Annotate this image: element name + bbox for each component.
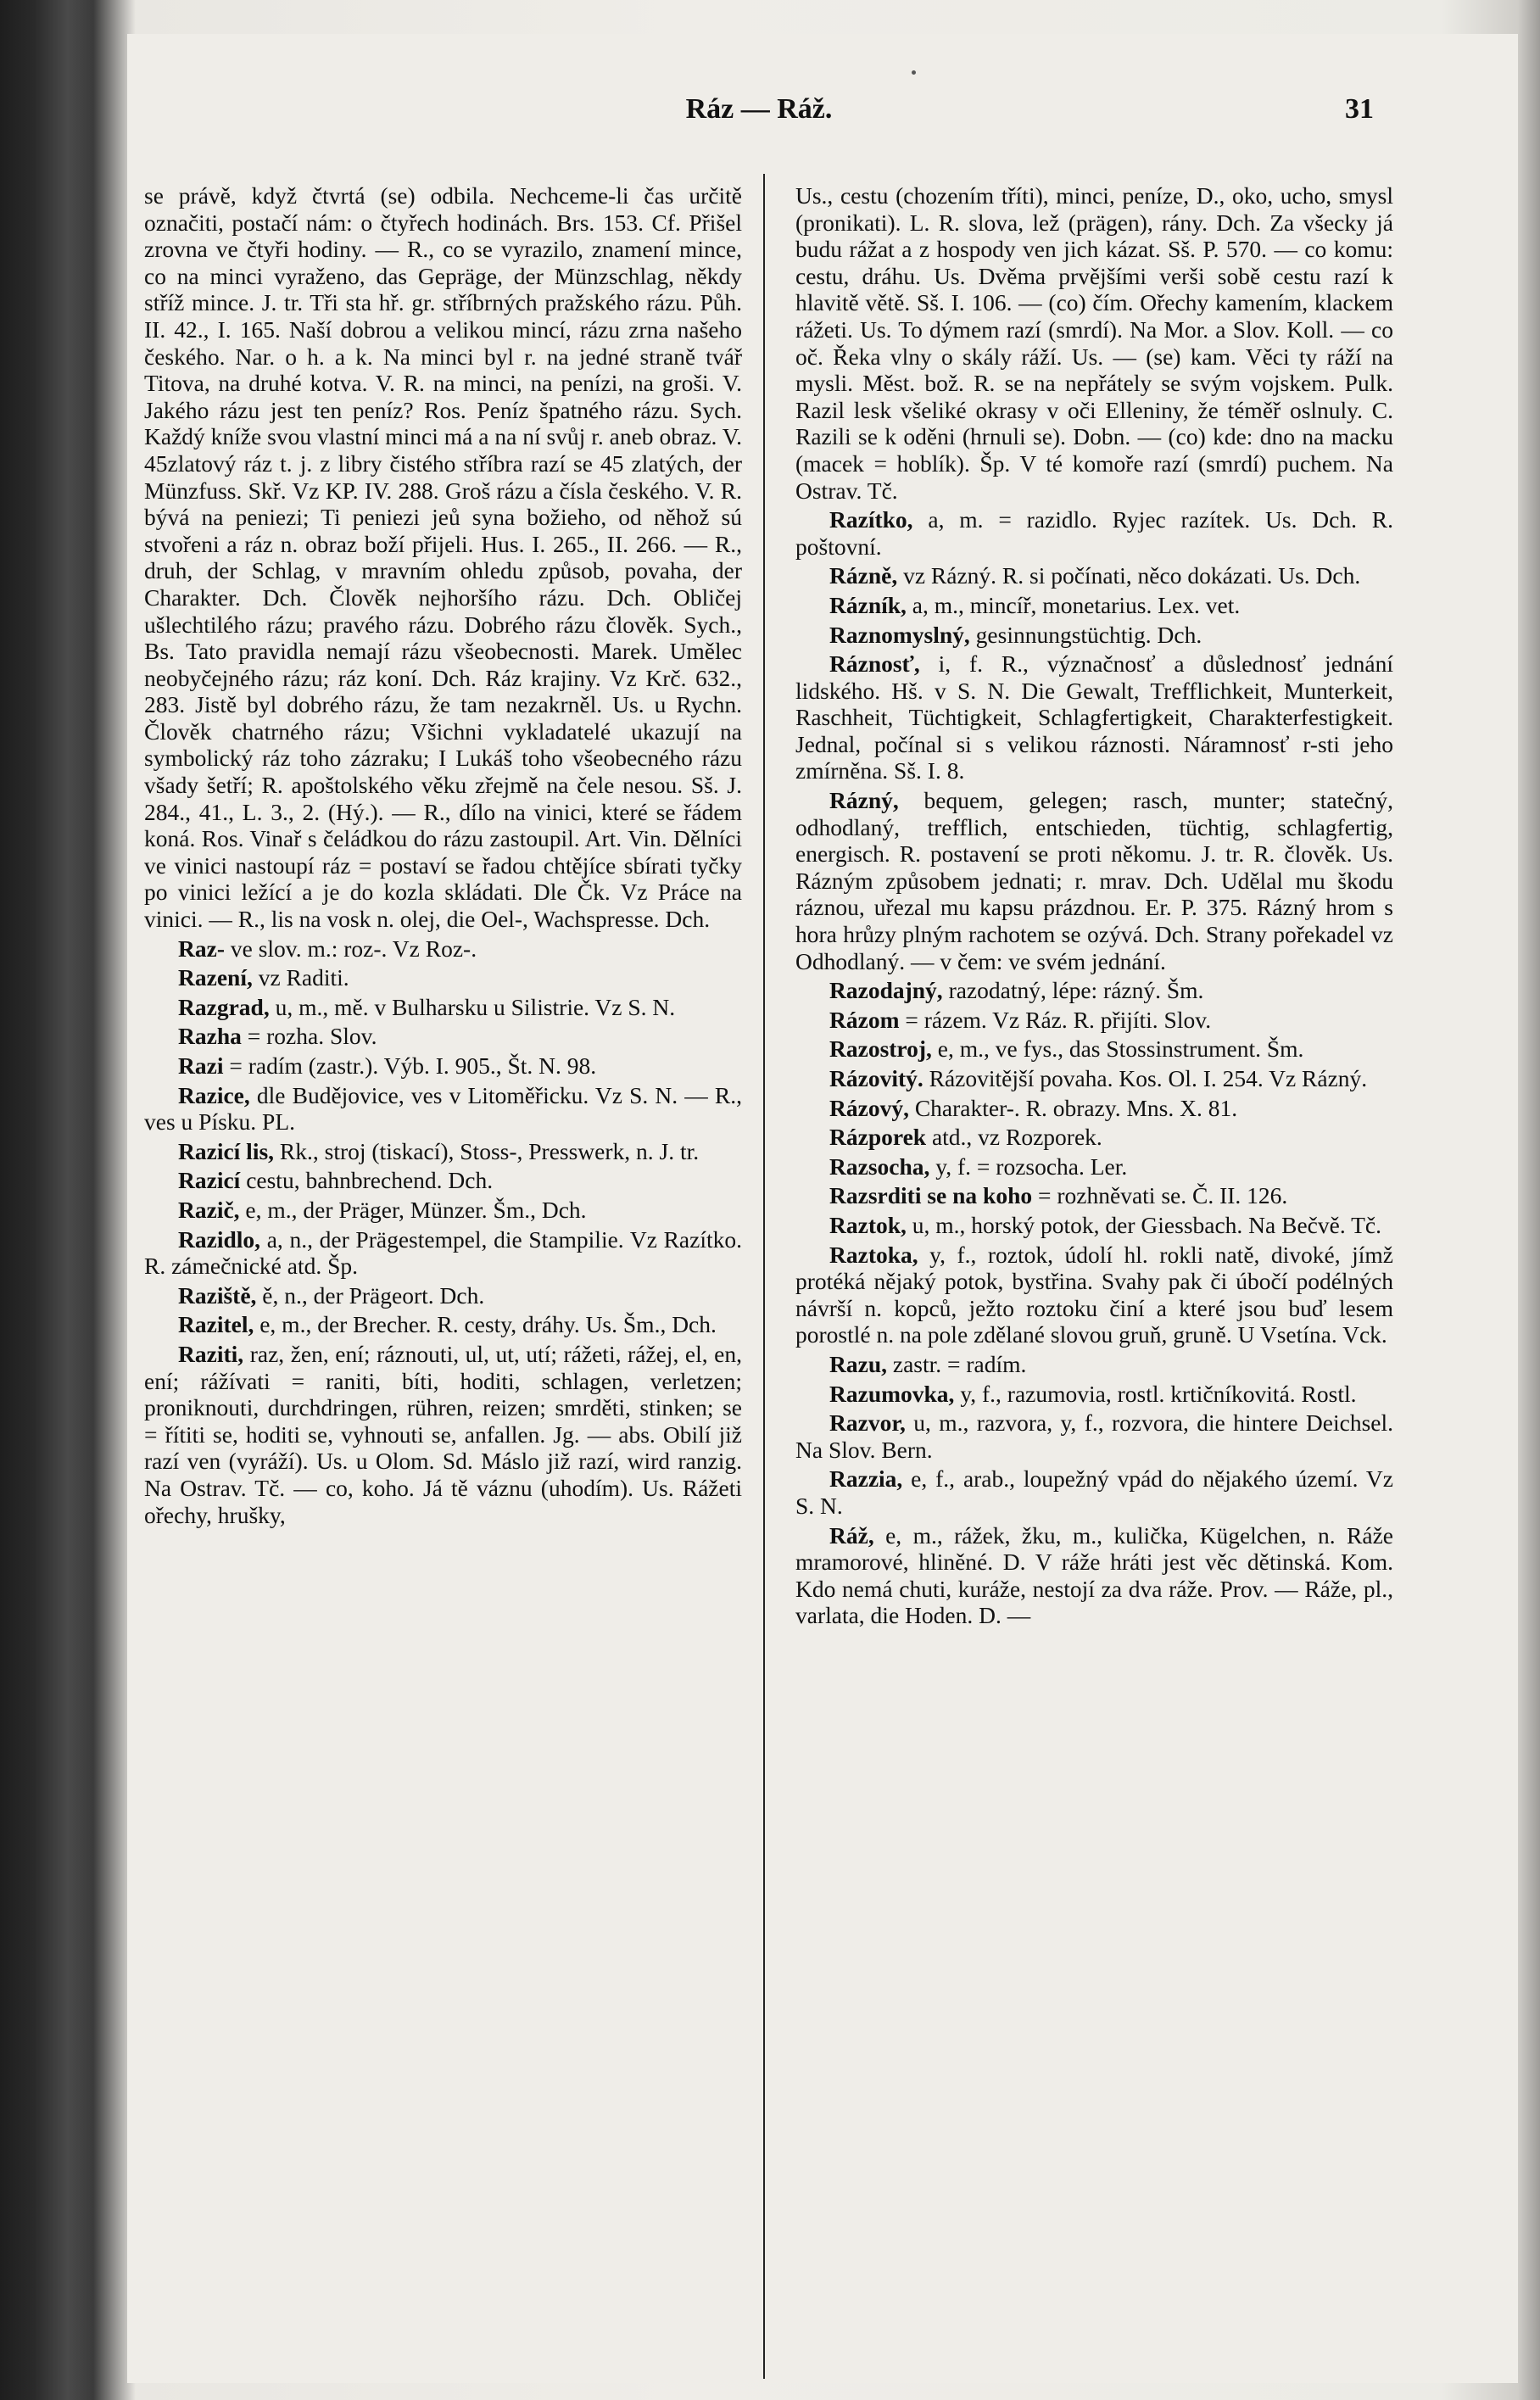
dictionary-entry: [795, 1381, 1393, 1408]
dictionary-entry: [795, 1212, 1393, 1239]
entry-text: u, m., horský potok, der Giessbach. Na Bečvě. Tč.: [906, 1211, 1381, 1238]
dictionary-entry: [795, 182, 1393, 504]
dictionary-entry: [795, 1095, 1393, 1122]
dictionary-entry: [144, 1052, 742, 1080]
entry-headword: Rázovitý.: [829, 1065, 923, 1091]
entry-text: Rk., stroj (tiskací), Stoss-, Presswerk, n. J. tr.: [274, 1137, 700, 1164]
entry-text: atd., vz Rozporek.: [926, 1124, 1102, 1151]
left-column: [144, 182, 742, 2362]
dictionary-entry: [144, 935, 742, 963]
dictionary-entry: [795, 977, 1393, 1004]
dictionary-entry: [795, 1007, 1393, 1034]
entry-text: e, m., rážek, žku, m., kulička, Kügelchen, n. Ráže mramorové, hliněné. D. V ráže hráti jest věc dětinská. Kom. Kdo nemá chuti, kuráže, nestojí za dva ráže. Prov. — Ráže, pl., varlata, die Hoden. D. —: [795, 1521, 1393, 1629]
entry-text: zastr. = radím.: [887, 1350, 1027, 1377]
entry-text: y, f., roztok, údolí hl. rokli natě, divoké, jímž protéká nějaký potok, bystřina. Svahy pak či úbočí podélných návrší n. kopců, ježto roztoku činí a které jsou buď lesem porostlé n. na pole zdělané slovou gruň, gruně. U Vsetína. Vck.: [795, 1241, 1393, 1348]
entry-headword: Razidlo,: [178, 1225, 261, 1253]
entry-text: vz Rázný. R. si počínati, něco dokázati. Us. Dch.: [897, 562, 1361, 589]
entry-headword: Rázom: [829, 1006, 900, 1033]
dictionary-entry: [795, 1409, 1393, 1463]
running-head: Ráz — Ráž.: [685, 93, 833, 125]
entry-headword: Ráznosť,: [829, 650, 920, 678]
page-number: 31: [1345, 93, 1374, 125]
entry-headword: Razvor,: [829, 1409, 906, 1437]
entry-text: se právě, když čtvrtá (se) odbila. Nechceme-li čas určitě označiti, postačí nám: o čtyřech hodinách. Brs. 153. Cf. Přišel zrovna ve čtyři hodiny. — R., co se vyrazilo, znamení mince, co na minci vyraženo, das Gepräge, der Münzschlag, někdy stříž mince. J. tr. Tři sta hř. gr. stříbrných pražského rázu. Půh. II. 42., I. 165. Naší dobrou a velikou mincí, rázu zrna našeho českého. Nar. o h. a k. Na minci byl r. na jedné straně tvář Titova, na druhé kotva. V. R. na minci, na penízi, na groši. V. Jakého rázu jest ten peníz? Ros. Peníz špatného rázu. Sych. Každý kníže svou vlastní minci má a na ní svůj r. aneb obraz. V. 45zlatový ráz t. j. z libry čistého stříbra razí se 45 zlatých, der Münzfuss. Skř. Vz KP. IV. 288. Groš rázu a čísla českého. V. R. bývá na peniezi; Ti peniezi jeů syna božieho, od něhož sú stvořeni a ráz n. obraz boží přijeli. Hus. I. 265., II. 266. — R., druh, der Schlag, v mravním ohledu způsob, povaha, der Charakter. Dch. Člověk nejhoršího rázu. Dch. Obličej ušlechtilého rázu; pravého rázu. Dobrého rázu člověk. Sych., Bs. Tato pravidla nemají rázu všeobecnosti. Marek. Umělec neobyčejného rázu; ráz koní. Dch. Ráz krajiny. Vz Krč. 632., 283. Jistě byl dobrého rázu, že tam nezakrněl. Us. u Rychn. Člověk chatrného rázu; Všichni vykladatelé ukazují na symbolický ráz toho zázraku; I Lukáš toho všeobecného rázu všady šetří; R. apoštolského věku zřejmě na čele nesou. Sš. J. 284., 41., L. 3., 2. (Hý.). — R., dílo na vinici, které se řádem koná. Ros. Vinař s čeládkou do rázu zastoupil. Art. Vin. Dělníci ve vinici nastoupí ráz = postaví se řadou chtějíce sbírati tyčky po vinici ležící a je do kozla skládati. Dle Čk. Vz Práce na vinici. — R., lis na vosk n. olej, die Oel-, Wachspresse. Dch.: [144, 182, 742, 933]
entry-headword: Raztok,: [829, 1211, 907, 1238]
entry-text: e, m., der Brecher. R. cesty, dráhy. Us. Šm., Dch.: [254, 1311, 717, 1338]
dictionary-entry: [144, 1226, 742, 1280]
entry-headword: Razumovka,: [829, 1380, 955, 1407]
entry-headword: Rázně,: [829, 562, 898, 589]
entry-headword: Razostroj,: [829, 1035, 932, 1063]
entry-text: gesinnungstüchtig. Dch.: [969, 621, 1202, 648]
entry-text: e, m., der Präger, Münzer. Šm., Dch.: [239, 1196, 587, 1223]
entry-text: Us., cestu (chozením tříti), minci, peníze, D., oko, ucho, smysl (pronikati). L. R. slova, lež (prägen), rány. Dch. Za všecky já budu rážat a z hospody ven jich kázat. Sš. P. 570. — co komu: cestu, dráhu. Us. Dvěma prvějšími verši sobě cestu razí k hlavitě větě. Sš. I. 106. — (co) čím. Ořechy kamením, klackem rážeti. Us. To dýmem razí (smrdí). Na Mor. a Slov. Koll. — co oč. Řeka vlny o skály ráží. Us. — (se) kam. Věci ty ráží na mysli. Měst. bož. R. se na nepřátely se svým vojskem. Pulk. Razil lesk všeliké okrasy v oči Elleniny, že téměř oslnuly. C. Razili se k oděni (hrnuli se). Dobn. — (co) kde: dno na macku (macek = hoblík). Šp. V té komoře razí (smrdí) puchem. Na Ostrav. Tč.: [795, 182, 1393, 504]
entry-headword: Raz-: [178, 935, 225, 962]
entry-headword: Razicí lis,: [178, 1137, 275, 1164]
entry-text: y, f., razumovia, rostl. krtičníkovitá. Rostl.: [954, 1380, 1357, 1407]
entry-headword: Razgrad,: [178, 993, 270, 1020]
entry-text: a, m., mincíř, monetarius. Lex. vet.: [906, 591, 1241, 618]
entry-headword: Rázný,: [829, 787, 899, 814]
entry-text: e, f., arab., loupežný vpád do nějakého území. Vz S. N.: [795, 1465, 1393, 1519]
dictionary-entry: [795, 506, 1393, 560]
entry-headword: Raziště,: [178, 1281, 257, 1309]
entry-text: u, m., mě. v Bulharsku u Silistrie. Vz S. N.: [269, 993, 676, 1020]
dictionary-entry: [795, 1351, 1393, 1378]
entry-headword: Razení,: [178, 964, 253, 991]
entry-headword: Razice,: [178, 1081, 250, 1108]
entry-text: cestu, bahnbrechend. Dch.: [240, 1167, 494, 1194]
dictionary-entry: [144, 1282, 742, 1309]
dictionary-entry: [144, 1341, 742, 1528]
dictionary-entry: [144, 1023, 742, 1050]
entry-headword: Razicí: [178, 1167, 241, 1194]
right-column: [795, 182, 1393, 2362]
entry-text: i, f. R., význačnosť a důslednosť jednání lidského. Hš. v S. N. Die Gewalt, Trefflichkeit, Munterkeit, Raschheit, Tüchtigkeit, Schlagfertigkeit, Charakterfestigkeit. Jednal, počínal si s velikou ráznosti. Náramnosť r-sti jeho zmírněna. Sš. I. 8.: [795, 650, 1393, 784]
entry-text: Rázovitější povaha. Kos. Ol. I. 254. Vz Rázný.: [923, 1065, 1368, 1091]
dictionary-entry: [144, 964, 742, 991]
entry-text: dle Budějovice, ves v Litoměřicku. Vz S. N. — R., ves u Písku. PL.: [144, 1081, 742, 1136]
entry-text: u, m., razvora, y, f., rozvora, die hintere Deichsel. Na Slov. Bern.: [795, 1409, 1393, 1463]
dictionary-entry: [795, 1065, 1393, 1092]
entry-headword: Rázový,: [829, 1094, 909, 1121]
entry-text: razodatný, lépe: rázný. Šm.: [942, 977, 1204, 1004]
entry-text: a, n., der Prägestempel, die Stampilie. Vz Razítko. R. zámečnické atd. Šp.: [144, 1225, 742, 1280]
entry-headword: Rázporek: [829, 1124, 927, 1151]
dictionary-entry: [795, 787, 1393, 974]
dictionary-entry: [795, 1522, 1393, 1629]
entry-text: a, m. = razidlo. Ryjec razítek. Us. Dch. R. poštovní.: [795, 506, 1393, 560]
entry-headword: Raznomyslný,: [829, 621, 970, 648]
entry-text: raz, žen, ení; ráznouti, ul, ut, utí; rážeti, rážej, el, en, ení; rážívati = raniti, bíti, hoditi, schlagen, verletzen; proniknouti, durchdringen, rühren, reizen; smrděti, stinken; se = řítiti se, hoditi se, vyhnouti se, anfallen. Jg. — abs. Obilí již razí ven (vyráží). Us. u Olom. Sd. Máslo již razí, wird ranzig. Na Ostrav. Tč. — co, koho. Já tě váznu (uhodím). Us. Rážeti ořechy, hrušky,: [144, 1340, 742, 1528]
entry-headword: Razzia,: [829, 1465, 903, 1493]
entry-text: ě, n., der Prägeort. Dch.: [256, 1281, 485, 1309]
entry-headword: Razu,: [829, 1350, 887, 1377]
dictionary-entry: [795, 1153, 1393, 1180]
dictionary-entry: [144, 994, 742, 1021]
entry-text: = rozhněvati se. Č. II. 126.: [1032, 1182, 1288, 1209]
entry-text: ve slov. m.: roz-. Vz Roz-.: [224, 935, 477, 962]
dictionary-entry: [795, 1182, 1393, 1209]
dictionary-entry: [144, 1197, 742, 1224]
dictionary-entry: [795, 1465, 1393, 1519]
entry-text: vz Raditi.: [252, 964, 349, 991]
entry-headword: Razsocha,: [829, 1153, 930, 1180]
column-divider: [763, 174, 765, 2379]
entry-headword: Razitel,: [178, 1311, 254, 1338]
dictionary-entry: [795, 1124, 1393, 1151]
entry-headword: Razha: [178, 1023, 242, 1050]
entry-text: Charakter-. R. obrazy. Mns. X. 81.: [908, 1094, 1238, 1121]
entry-headword: Razi: [178, 1052, 224, 1079]
entry-headword: Razsrditi se na koho: [829, 1182, 1033, 1209]
entry-headword: Razodajný,: [829, 977, 943, 1004]
dictionary-entry: [144, 1167, 742, 1194]
entry-text: e, m., ve fys., das Stossinstrument. Šm.: [931, 1035, 1304, 1063]
dictionary-entry: [795, 562, 1393, 589]
entry-text: = radím (zastr.). Výb. I. 905., Št. N. 98.: [223, 1052, 597, 1079]
dictionary-entry: [795, 1242, 1393, 1348]
entry-headword: Ráž,: [829, 1521, 874, 1549]
dictionary-entry: [795, 1035, 1393, 1063]
entry-headword: Razič,: [178, 1196, 240, 1223]
entry-text: y, f. = rozsocha. Ler.: [929, 1153, 1128, 1180]
dictionary-entry: [795, 622, 1393, 649]
entry-text: = rázem. Vz Ráz. R. přijíti. Slov.: [899, 1006, 1212, 1033]
dictionary-entry: [795, 592, 1393, 619]
entry-headword: Raztoka,: [829, 1241, 918, 1268]
entry-headword: Raziti,: [178, 1340, 244, 1367]
dictionary-entry: [795, 650, 1393, 784]
dictionary-entry: [144, 1311, 742, 1338]
dictionary-entry: [144, 1082, 742, 1136]
page-header: [144, 93, 1374, 144]
dictionary-entry: [144, 182, 742, 933]
ink-speck: [912, 70, 916, 75]
entry-headword: Rázník,: [829, 591, 907, 618]
dictionary-entry: [144, 1138, 742, 1165]
entry-headword: Razítko,: [829, 506, 913, 533]
entry-text: bequem, gelegen; rasch, munter; statečný, odhodlaný, trefflich, entschieden, tüchtig, schlagfertig, energisch. R. postavení se proti někomu. J. tr. R. člověk. Us. Rázným způsobem jednati; r. mrav. Dch. Udělal mu škodu ráznou, uřezal mu kapsu prázdnou. Er. P. 375. Rázný hrom s hora hrůzy plným rachotem se ozývá. Dch. Strany pořekadel vz Odhodlaný. — v čem: ve svém jednání.: [795, 787, 1393, 974]
entry-text: = rozha. Slov.: [241, 1023, 377, 1050]
